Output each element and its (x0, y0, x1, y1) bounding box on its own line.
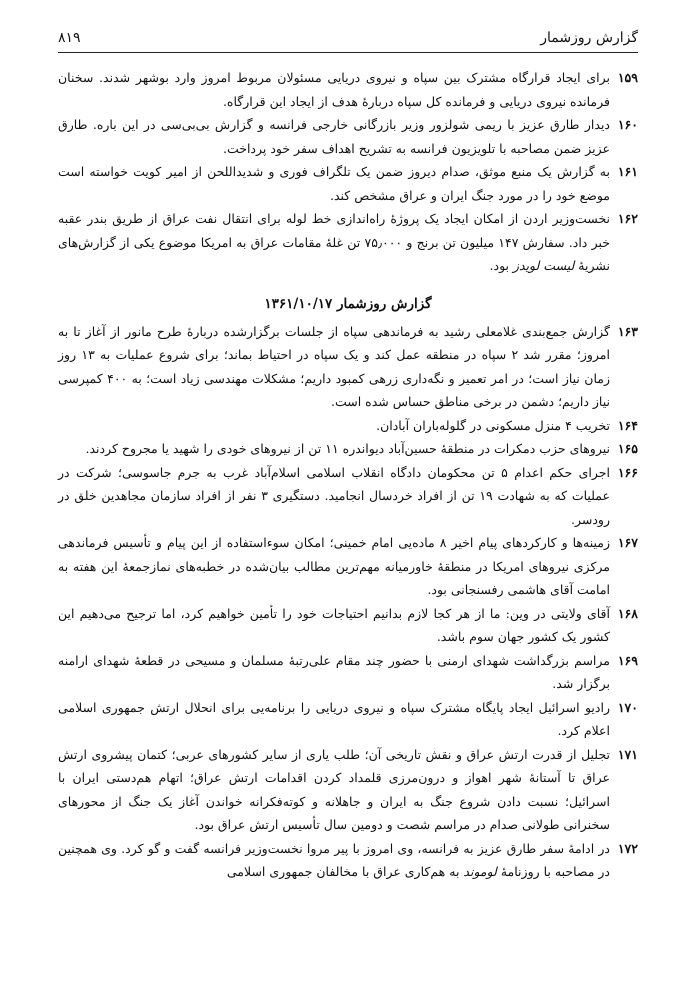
entry-164 (58, 414, 638, 438)
entry-number: ۱۷۱ (617, 746, 638, 762)
entry-text: مراسم بزرگداشت شهدای ارمنی با حضور چند مقام علی‌رتبهٔ مسلمان و مسیحی در قطعهٔ شهدای ارامنه برگزار شد. (58, 652, 610, 691)
entry-text: رادیو اسرائیل ایجاد پایگاه مشترک سپاه و نیروی دریایی را برنامه‌یی برای انحلال ارتش جمهوری اسلامی اعلام کرد. (58, 699, 610, 738)
entry-number: ۱۶۷ (617, 535, 638, 550)
entry-text-tail: بود. (489, 258, 513, 273)
entries-part1 (58, 66, 638, 278)
entry-text: اجرای حکم اعدام ۵ تن محکومان دادگاه انقلاب اسلامی اسلام‌آباد غرب به جرم جاسوسی؛ شرکت در عملیات که به شهادت ۱۹ تن از افراد خردسال انجامید. دستگیری ۳ نفر از افراد سازمان مجاهدین خلق در رودسر. (58, 464, 610, 527)
entry-165 (58, 437, 638, 461)
entry-text: تجلیل از قدرت ارتش عراق و نقش تاریخی آن؛ طلب یاری از سایر کشورهای عربی؛ کتمان پیشروی ارتش عراق تا آستانهٔ شهر اهواز و درون‌مرزی قلمداد کردن اقدامات ارتش عراق؛ اتهام هم‌دستی ایران با اسرائیل؛ نسبت دادن شروع جنگ به ایران و جاهلانه و کوته‌فکرانه خواندن آغاز یک جنگ از محورهای سخنرانی طولانی صدام در مراسم شصت و دومین سال تأسیس ارتش عراق بود. (58, 746, 610, 832)
entry-167 (58, 531, 638, 602)
publication-name: لیست لویدز (512, 258, 575, 273)
entry-160 (58, 113, 638, 160)
entry-text (58, 207, 610, 278)
entry-number: ۱۷۲ (617, 840, 638, 856)
entry-number: ۱۶۲ (617, 211, 638, 226)
entry-number: ۱۶۸ (617, 605, 638, 621)
entry-text: تخریب ۴ منزل مسکونی در گلوله‌باران آبادان. (376, 417, 610, 433)
section-title: گزارش روزشمار ۱۳۶۱/۱۰/۱۷ (264, 295, 432, 312)
entry-number: ۱۶۵ (617, 441, 638, 456)
entries-part2 (58, 320, 638, 884)
entry-171 (58, 743, 638, 837)
entry-text: آقای ولایتی در وین: ما از هر کجا لازم بدانیم احتیاجات خود را تأمین خواهیم کرد، اما ترجیح می‌دهیم این کشور یک کشور جهان سوم باشد. (58, 605, 610, 644)
entry-172 (58, 837, 638, 884)
entry-number: ۱۶۴ (617, 417, 638, 433)
entry-text: نیروهای حزب دمکرات در منطقهٔ حسین‌آباد دیواندره ۱۱ تن از نیروهای خودی را شهید یا مجروح کردند. (85, 441, 610, 456)
entry-text: به گزارش یک منبع موثق، صدام دیروز ضمن یک تلگراف فوری و شدیداللحن از امیر کویت خواسته است موضع خود را در مورد جنگ ایران و عراق مشخص کند. (58, 164, 610, 203)
running-title: گزارش روزشمار (540, 30, 638, 46)
entry-text: برای ایجاد قرارگاه مشترک بین سپاه و نیروی دریایی مسئولان مربوط امروز وارد بوشهر شدند. سخنان فرمانده نیروی دریایی و فرمانده کل سپاه دربارهٔ هدف از ایجاد این قرارگاه. (58, 70, 610, 109)
entry-163 (58, 320, 638, 414)
entry-170 (58, 696, 638, 743)
newspaper-name: لوموند (463, 864, 497, 879)
entry-number: ۱۶۰ (617, 117, 638, 132)
entry-text: زمینه‌ها و کارکردهای پیام اخیر ۸ ماده‌یی امام خمینی؛ امکان سوءاستفاده از این پیام و تأسیس فرماندهی مرکزی نیروهای امریکا در منطقهٔ خاورمیانه مهم‌ترین مطالب بیان‌شده در خطبه‌های نمازجمعهٔ این هفته به امامت آقای هاشمی رفسنجانی بود. (58, 535, 611, 597)
entry-161 (58, 160, 638, 207)
page-number: ۸۱۹ (58, 30, 81, 46)
entry-number: ۱۵۹ (617, 70, 638, 85)
entry-text-main: نخست‌وزیر اردن از امکان ایجاد یک پروژهٔ راه‌اندازی خط لوله برای انتقال نفت عراق از طریق بندر عقبه خبر داد. سفارش ۱۴۷ میلیون تن برنج و ۷۵٫۰۰۰ تن غلهٔ مقامات عراق به امریکا موضوع یکی از گزارش‌های نشریهٔ (58, 211, 610, 273)
entry-text: گزارش جمع‌بندی غلامعلی رشید به فرماندهی سپاه از جلسات برگزارشده دربارهٔ طرح مانور از آغاز تا به امروز؛ مقرر شد ۲ سپاه در منطقه عمل کند و یک سپاه در احتیاط بماند؛ برای شروع عملیات به ۱۳ روز زمان نیاز است؛ در امر تعمیر و نگه‌داری زرهی کمبود داریم؛ مشکلات مهندسی زیاد است؛ به ۴۰۰ کمپرسی نیاز داریم؛ دشمن در برخی مناطق حساس شده است. (58, 323, 610, 409)
entry-text-main: در ادامهٔ سفر طارق عزیز به فرانسه، وی امروز با پیر مروا نخست‌وزیر فرانسه گفت و گو کرد. وی همچنین در مصاحبه با روزنامهٔ (58, 840, 610, 879)
entry-number: ۱۶۱ (617, 164, 638, 179)
entry-number: ۱۶۶ (617, 464, 638, 480)
entry-number: ۱۶۹ (617, 652, 638, 668)
entry-number: ۱۷۰ (617, 699, 638, 715)
entry-text: دیدار طارق عزیز با ریمی شولزور وزیر بازرگانی خارجی فرانسه و گزارش بی‌بی‌سی در این باره. طارق عزیز ضمن مصاحبه با تلویزیون فرانسه به تشریح اهداف سفر خود پرداخت. (58, 117, 610, 156)
page-header (58, 30, 638, 53)
entry-166 (58, 461, 638, 532)
entry-168 (58, 602, 638, 649)
entry-169 (58, 649, 638, 696)
page-body (58, 66, 638, 884)
entry-162 (58, 207, 638, 278)
entry-text-tail: به هم‌کاری عراق با مخالفان جمهوری اسلامی (226, 864, 464, 879)
entry-number: ۱۶۳ (617, 323, 638, 339)
entry-text (58, 837, 610, 884)
entry-159 (58, 66, 638, 113)
